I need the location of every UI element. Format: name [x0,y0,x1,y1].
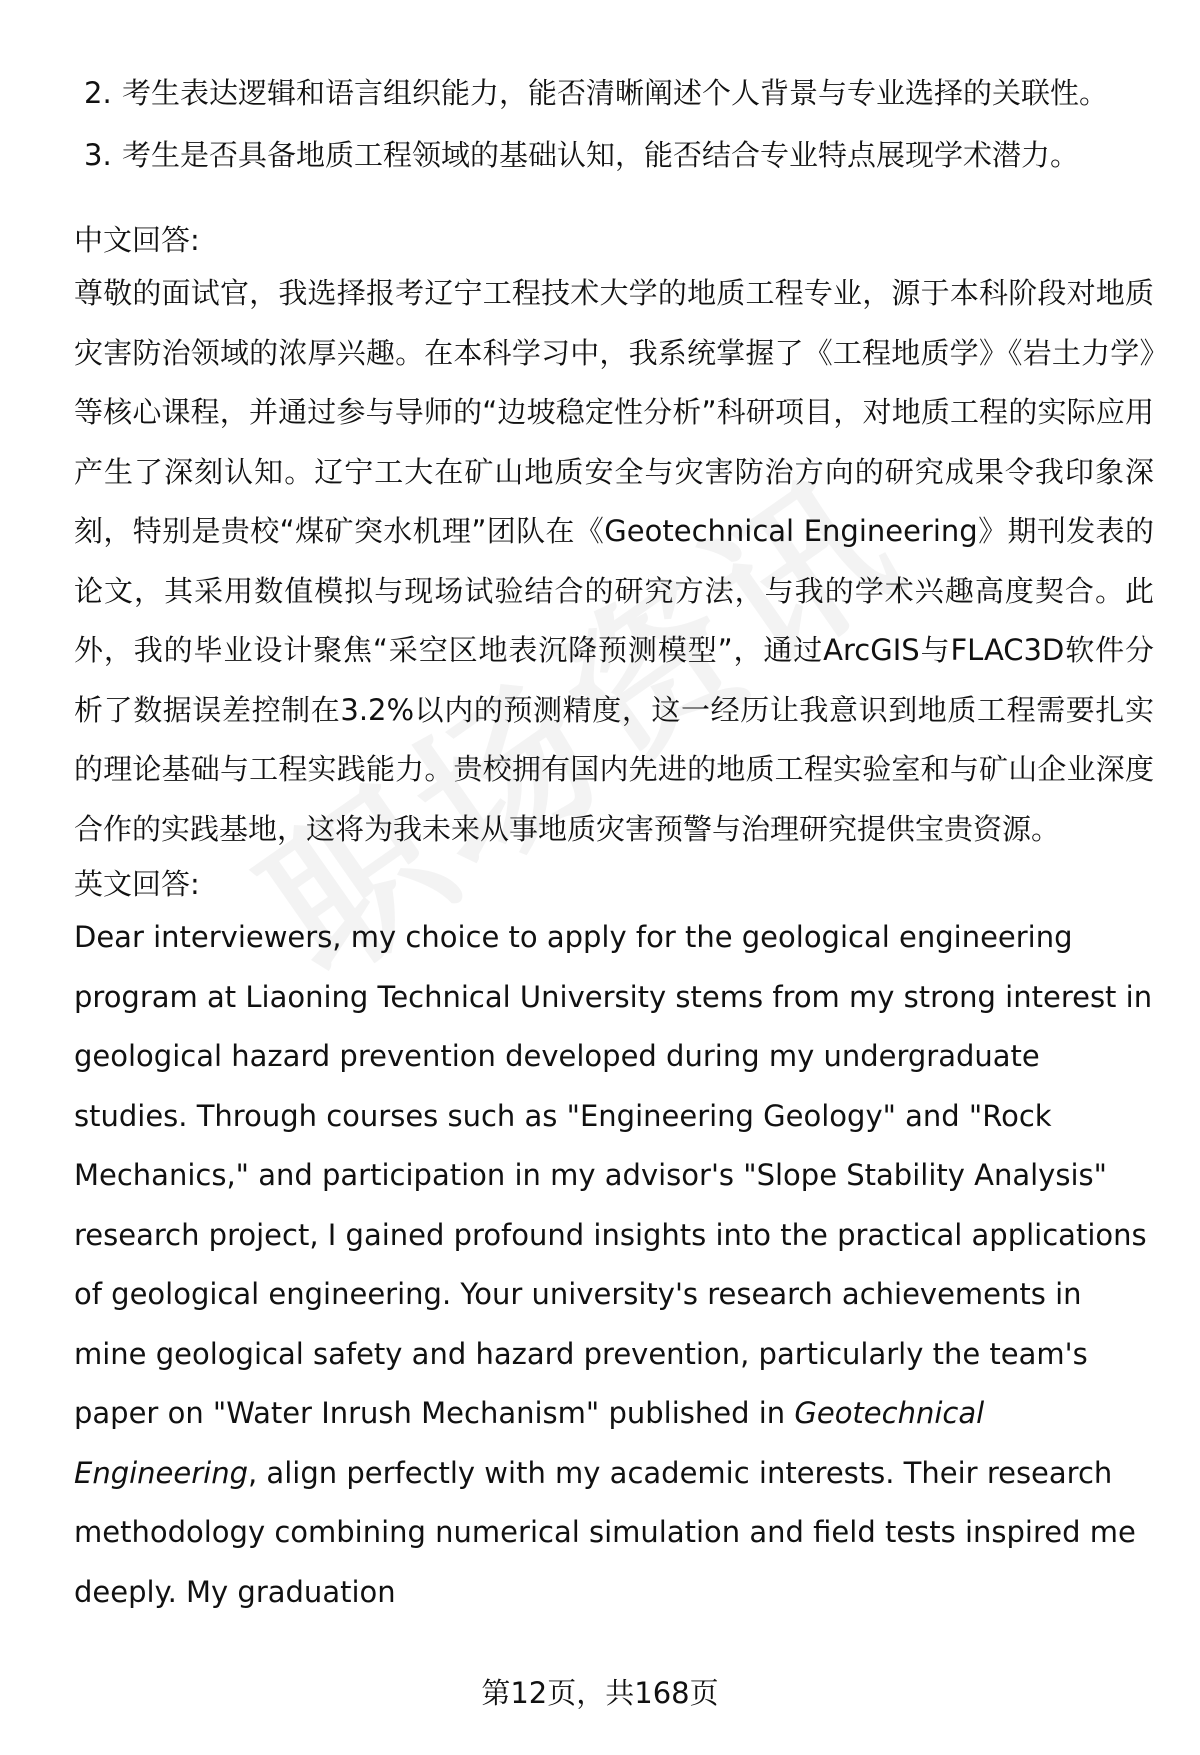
english-answer-title: 英文回答: [74,867,200,901]
list-item [74,124,1154,186]
chinese-answer-title: 中文回答: [74,223,200,257]
journal-name: Geotechnical Engineering [74,1396,985,1490]
chinese-answer-body: 尊敬的面试官，我选择报考辽宁工程技术大学的地质工程专业，源于本科阶段对地质灾害防治领域的浓厚兴趣。在本科学习中，我系统掌握了《工程地质学》《岩土力学》等核心课程，并通过参与导师的“边坡稳定性分析”科研项目，对地质工程的实际应用产生了深刻认知。辽宁工大在矿山地质安全与灾害防治方向的研究成果令我印象深刻，特别是贵校“煤矿突水机理”团队在《Geotechnical Engineering》期刊发表的论文，其采用数值模拟与现场试验结合的研究方法，与我的学术兴趣高度契合。此外，我的毕业设计聚焦“采空区地表沉降预测模型”，通过ArcGIS与FLAC3D软件分析了数据误差控制在3.2%以内的预测精度，这一经历让我意识到地质工程需要扎实的理论基础与工程实践能力。贵校拥有国内先进的地质工程实验室和与矿山企业深度合作的实践基地，这将为我未来从事地质灾害预警与治理研究提供宝贵资源。 [74,276,1154,846]
english-answer-text-part2: , align perfectly with my academic interests. Their research methodology combining numerical simulation and field tests inspired me deeply. My graduation [74,1455,1136,1609]
english-answer-text-part1: Dear interviewers, my choice to apply for the geological engineering program at Liaoning Technical University stems from my strong interest in geological hazard prevention developed during my undergraduate studies. Through courses such as "Engineering Geology" and "Rock Mechanics," and participation in my advisor's "Slope Stability Analysis" research project, I gained profound insights into the practical applications of geological engineering. Your university's research achievements in mine geological safety and hazard prevention, particularly the team's paper on "Water Inrush Mechanism" published in [74,920,1153,1430]
list-item-text: 考生表达逻辑和语言组织能力，能否清晰阐述个人背景与专业选择的关联性。 [122,76,1109,110]
criteria-list [74,62,1154,186]
list-item-number: 3. [84,138,112,172]
english-answer-body [74,908,1154,1622]
page-number: 第12页，共168页 [481,1676,719,1710]
list-item-text: 考生是否具备地质工程领域的基础认知，能否结合专业特点展现学术潜力。 [122,138,1080,172]
list-item [74,62,1154,124]
list-item-number: 2. [84,76,112,110]
